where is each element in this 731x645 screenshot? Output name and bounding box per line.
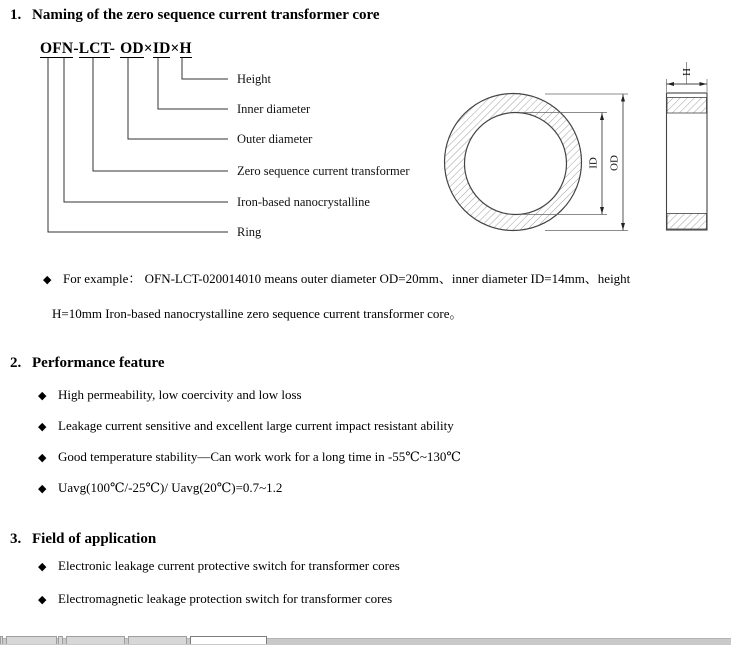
code-sep1: - <box>73 40 79 57</box>
section1-title: Naming of the zero sequence current transformer core <box>32 7 380 23</box>
code-ring-part: OFN <box>40 40 74 57</box>
table-cell-fragment-active <box>190 636 267 644</box>
bullet-icon: ◆ <box>38 389 47 402</box>
example-item <box>43 271 630 288</box>
feature-item <box>38 480 282 497</box>
section3-number: 3. <box>10 531 22 547</box>
core-side-view <box>667 62 708 230</box>
section2-title: Performance feature <box>32 355 165 371</box>
tree-label-ring: Ring <box>237 225 262 239</box>
section3-title: Field of application <box>32 531 157 547</box>
feature-text: Leakage current sensitive and excellent large current impact resistant ability <box>58 418 454 433</box>
outer-diameter-dim-label: OD <box>608 155 621 171</box>
section2-heading <box>10 355 165 372</box>
table-cell-fragment <box>66 636 125 644</box>
application-text: Electronic leakage current protective switch for transformer cores <box>58 558 400 573</box>
feature-text: Good temperature stability—Can work work for a long time in -55℃~130℃ <box>58 449 461 464</box>
table-cell-fragment <box>58 636 63 644</box>
tree-label-inner-diameter: Inner diameter <box>237 102 311 116</box>
core-front-view <box>445 94 629 231</box>
section2-number: 2. <box>10 355 22 371</box>
section3-heading <box>10 531 156 548</box>
feature-item <box>38 449 461 466</box>
code-times2: × <box>170 40 180 57</box>
bullet-icon: ◆ <box>38 560 47 573</box>
example-line1: For example： OFN-LCT-020014010 means outer diameter OD=20mm、inner diameter ID=14mm、height <box>63 271 631 286</box>
feature-item <box>38 387 302 404</box>
code-h-part: H <box>179 40 192 57</box>
bullet-icon: ◆ <box>43 273 52 286</box>
section1-number: 1. <box>10 7 22 23</box>
naming-tree-labels <box>237 72 410 239</box>
example-line2: H=10mm Iron-based nanocrystalline zero sequence current transformer core。 <box>52 306 463 321</box>
tree-label-transformer: Zero sequence current transformer <box>237 164 410 178</box>
code-lct-part: LCT <box>78 40 110 57</box>
bullet-icon: ◆ <box>38 593 47 606</box>
naming-and-core-diagram <box>0 0 731 262</box>
inner-diameter-dim-label: ID <box>587 157 600 169</box>
tree-label-height: Height <box>237 72 272 86</box>
table-cell-fragment <box>0 636 3 644</box>
code-id-part: ID <box>152 40 171 57</box>
bullet-icon: ◆ <box>38 420 47 433</box>
application-text: Electromagnetic leakage protection switch for transformer cores <box>58 591 393 606</box>
feature-item <box>38 418 454 435</box>
bullet-icon: ◆ <box>38 451 47 464</box>
feature-text: High permeability, low coercivity and low loss <box>58 387 302 402</box>
tree-label-outer-diameter: Outer diameter <box>237 132 313 146</box>
feature-text: Uavg(100℃/-25℃)/ Uavg(20℃)=0.7~1.2 <box>58 480 283 495</box>
code-od-part: OD <box>120 40 144 57</box>
tree-label-nanocrystalline: Iron-based nanocrystalline <box>237 195 370 209</box>
bullet-icon: ◆ <box>38 482 47 495</box>
table-cell-fragment <box>128 636 187 644</box>
code-times1: × <box>143 40 153 57</box>
code-sep2: - <box>109 40 116 57</box>
naming-tree-lines <box>48 58 228 232</box>
height-dim-label: H <box>681 68 693 76</box>
application-item <box>38 591 392 608</box>
application-item <box>38 558 400 575</box>
table-cell-fragment <box>6 636 57 644</box>
